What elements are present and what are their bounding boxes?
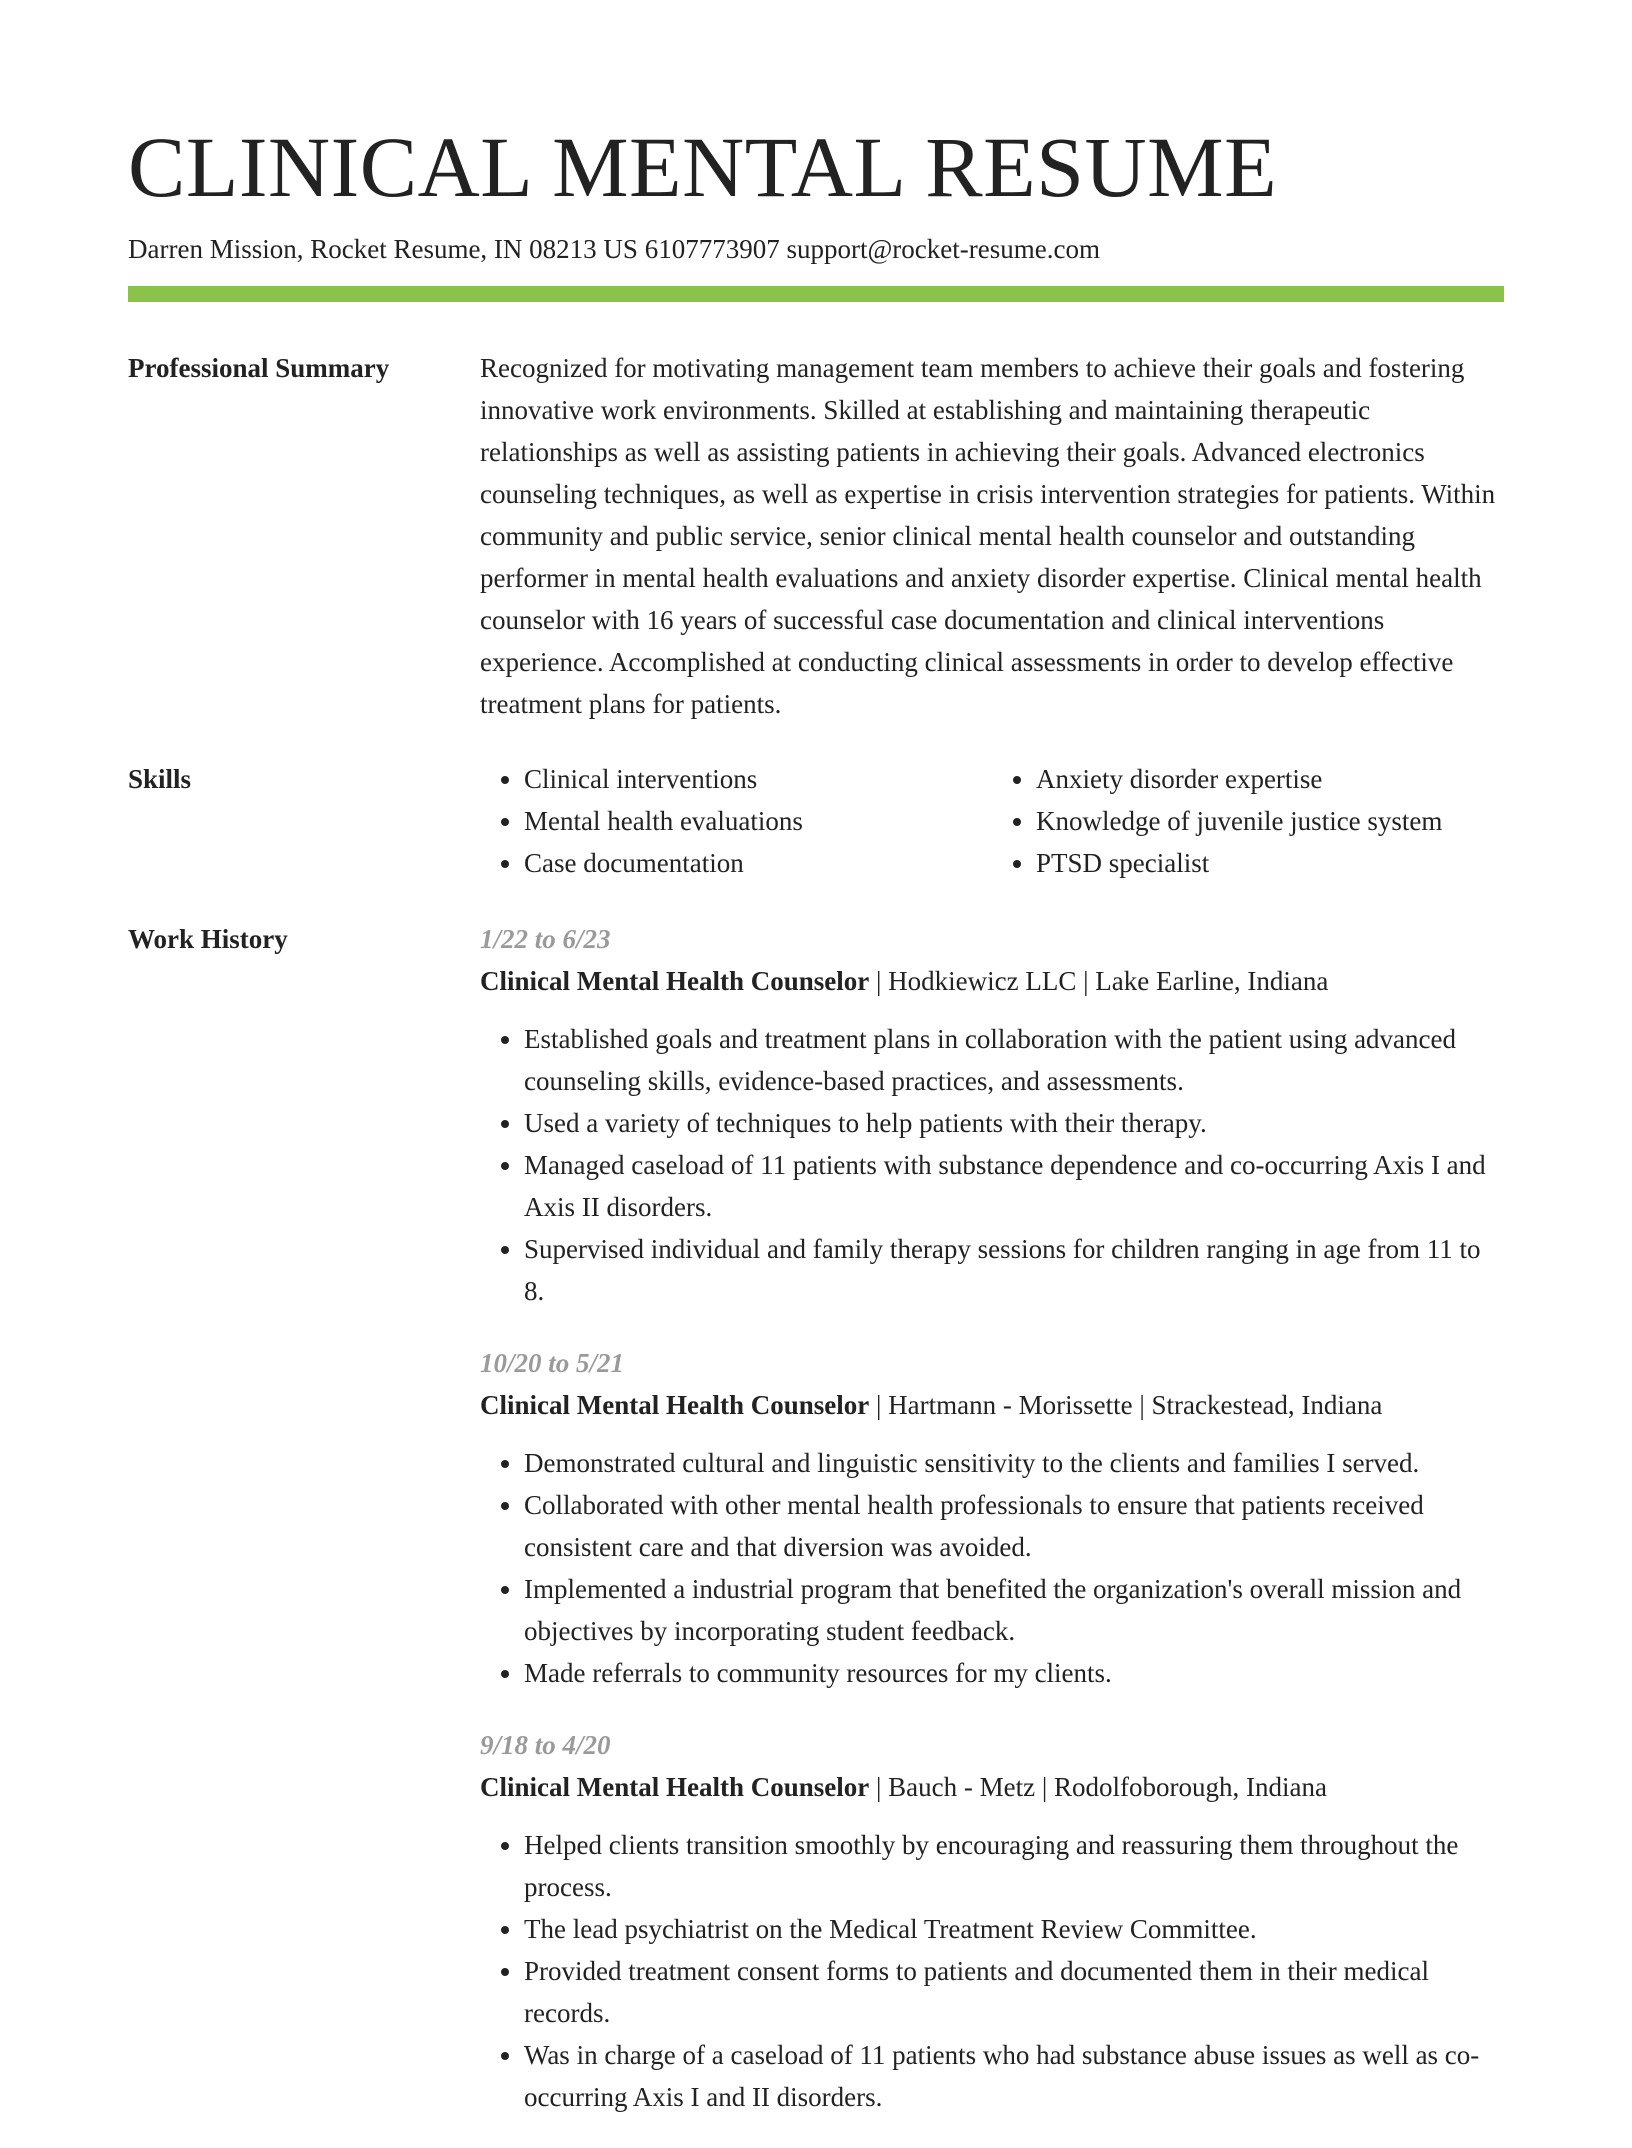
job-entry	[480, 918, 1504, 1312]
job-bullets	[480, 1824, 1504, 2118]
job-title: Clinical Mental Health Counselor	[480, 966, 870, 996]
job-title-line	[480, 1384, 1504, 1426]
job-employer-location: | Hodkiewicz LLC | Lake Earline, Indiana	[869, 966, 1329, 996]
job-bullet: • Provided treatment consent forms to patients and documented them in their medical records.	[524, 1950, 1504, 2034]
job-employer-location: | Bauch - Metz | Rodolfoborough, Indiana	[869, 1772, 1327, 1802]
job-bullet: • The lead psychiatrist on the Medical Treatment Review Committee.	[524, 1908, 1504, 1950]
skill-item: • Mental health evaluations	[524, 800, 992, 842]
job-bullet: • Supervised individual and family therapy sessions for children ranging in age from 11 to 8.	[524, 1228, 1504, 1312]
work-history-body	[480, 918, 1504, 2148]
job-bullets	[480, 1442, 1504, 1694]
resume-title: CLINICAL MENTAL RESUME	[128, 119, 1278, 215]
skill-item: • Knowledge of juvenile justice system	[1036, 800, 1504, 842]
job-bullet: • Helped clients transition smoothly by encouraging and reassuring them throughout the process.	[524, 1824, 1504, 1908]
job-title-line	[480, 1766, 1504, 1808]
skill-item: • Anxiety disorder expertise	[1036, 758, 1504, 800]
job-title-line	[480, 960, 1504, 1002]
header-divider	[128, 286, 1504, 302]
job-dates: 10/20 to 5/21	[480, 1348, 625, 1378]
job-entry	[480, 1342, 1504, 1694]
job-bullet: • Established goals and treatment plans in collaboration with the patient using advanced counseling skills, evidence-based practices, and assessments.	[524, 1018, 1504, 1102]
skills-list-left	[480, 758, 992, 884]
job-entry	[480, 1724, 1504, 2118]
job-bullet: • Was in charge of a caseload of 11 patients who had substance abuse issues as well as co-occurring Axis I and II disorders.	[524, 2034, 1504, 2118]
summary-body	[480, 347, 1504, 725]
job-dates: 9/18 to 4/20	[480, 1730, 611, 1760]
job-bullet: • Collaborated with other mental health professionals to ensure that patients received consistent care and that diversion was avoided.	[524, 1484, 1504, 1568]
job-dates: 1/22 to 6/23	[480, 924, 611, 954]
job-title: Clinical Mental Health Counselor	[480, 1772, 870, 1802]
job-bullet: • Used a variety of techniques to help patients with their therapy.	[524, 1102, 1504, 1144]
job-title: Clinical Mental Health Counselor	[480, 1390, 870, 1420]
skill-item: • Case documentation	[524, 842, 992, 884]
job-bullet: • Managed caseload of 11 patients with substance dependence and co-occurring Axis I and Axis II disorders.	[524, 1144, 1504, 1228]
job-bullet: • Demonstrated cultural and linguistic sensitivity to the clients and families I served.	[524, 1442, 1504, 1484]
skills-heading: Skills	[128, 764, 192, 794]
summary-text: Recognized for motivating management team members to achieve their goals and fostering innovative work environments. Skilled at establishing and maintaining therapeutic relationships as well as assisting patients in achieving their goals. Advanced electronics counseling techniques, as well as expertise in crisis intervention strategies for patients. Within community and public service, senior clinical mental health counselor and outstanding performer in mental health evaluations and anxiety disorder expertise. Clinical mental health counselor with 16 years of successful case documentation and clinical interventions experience. Accomplished at conducting clinical assessments in order to develop effective treatment plans for patients.	[480, 353, 1496, 719]
job-bullet: • Implemented a industrial program that benefited the organization's overall mission and objectives by incorporating student feedback.	[524, 1568, 1504, 1652]
work-history-heading: Work History	[128, 924, 288, 954]
job-bullets	[480, 1018, 1504, 1312]
skills-body	[480, 758, 1504, 884]
summary-heading: Professional Summary	[128, 353, 390, 383]
skill-item: • PTSD specialist	[1036, 842, 1504, 884]
skill-item: • Clinical interventions	[524, 758, 992, 800]
job-employer-location: | Hartmann - Morissette | Strackestead, Indiana	[869, 1390, 1383, 1420]
contact-line: Darren Mission, Rocket Resume, IN 08213 US 6107773907 support@rocket-resume.com	[128, 234, 1100, 264]
job-bullet: • Made referrals to community resources for my clients.	[524, 1652, 1504, 1694]
skills-list-right	[992, 758, 1504, 884]
skills-columns	[480, 758, 1504, 884]
